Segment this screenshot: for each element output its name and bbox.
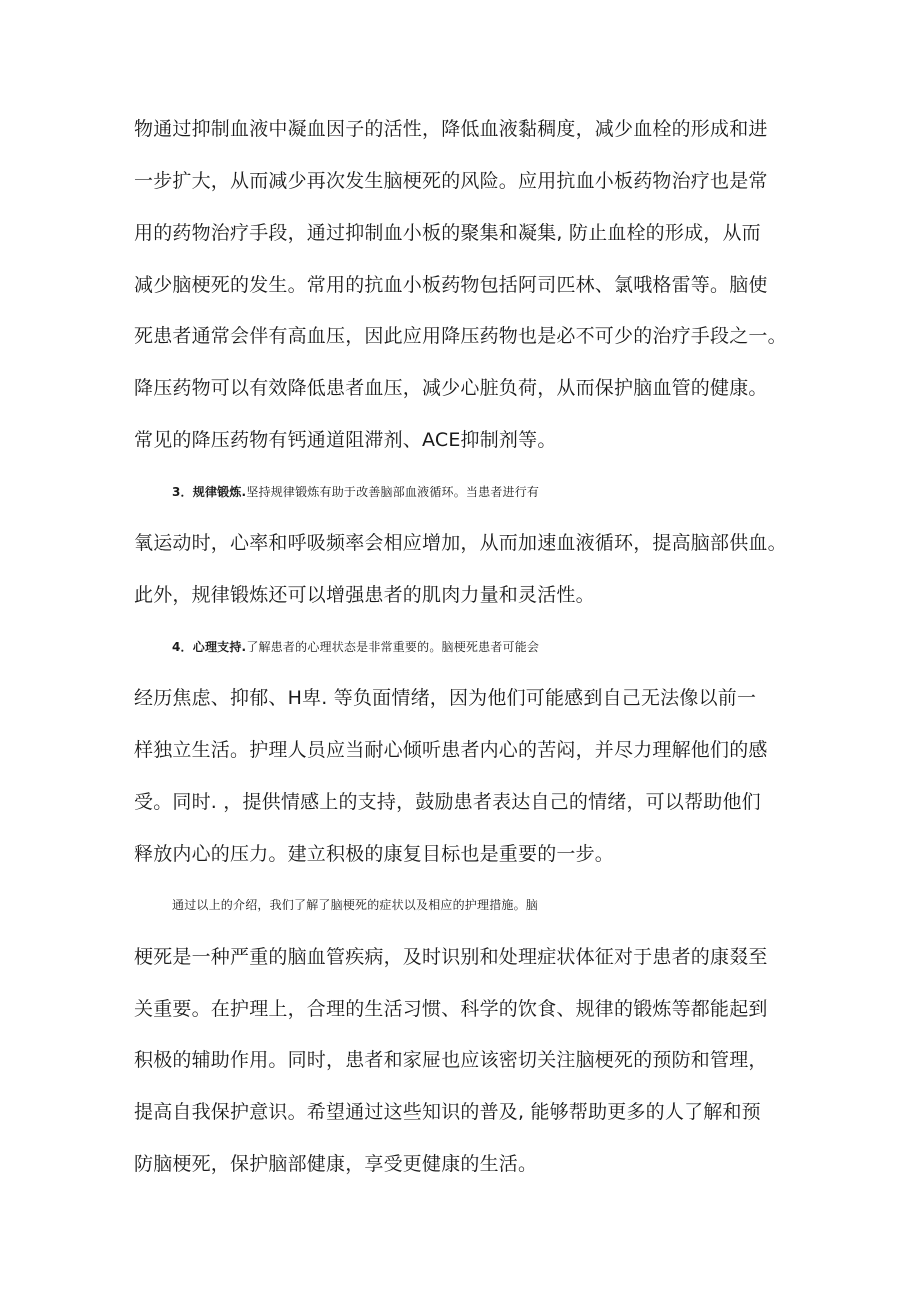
paragraph-4-first-line: 通过以上的介绍，我们了解了脑梗死的症状以及相应的护理措施。脑 bbox=[172, 898, 539, 912]
paragraph-1-line-4: 减少脑梗死的发生。常用的抗血小板药物包括阿司匹林、氯哦格雷等。脑使 bbox=[134, 274, 768, 296]
paragraph-3-line-5: 释放内心的压力。建立积极的康复目标也是重要的一步。 bbox=[134, 843, 615, 865]
paragraph-2-line-3: 此外，规律锻炼还可以增强患者的肌肉力量和灵活性。 bbox=[134, 584, 595, 606]
paragraph-1-line-5: 死患者通常会伴有高血压，因此应用降压药物也是必不可少的治疗手段之一。 bbox=[134, 325, 787, 347]
section-heading-psychological-support: 4．心理支持. bbox=[172, 640, 247, 654]
paragraph-3-line-2: 经历焦虑、抑郁、H卑. 等负面情绪，因为他们可能感到自己无法像以前一 bbox=[134, 687, 757, 709]
paragraph-1-line-3: 用的药物治疗手段，通过抑制血小板的聚集和凝集, 防止血栓的形成，从而 bbox=[134, 222, 761, 244]
paragraph-1-line-2: 一步扩大，从而减少再次发生脑梗死的风险。应用抗血小板药物治疗也是常 bbox=[134, 170, 768, 192]
paragraph-3-first-line-text: 了解患者的心理状态是非常重要的。脑梗死患者可能会 bbox=[246, 640, 540, 654]
section-heading-exercise: 3．规律锻炼. bbox=[172, 485, 247, 499]
paragraph-1-line-6: 降压药物可以有效降低患者血压，减少心脏负荷，从而保护脑血管的健康。 bbox=[134, 377, 768, 399]
paragraph-4-line-2: 梗死是一种严重的脑血管疾病，及时识别和处理症状体征对于患者的康叕至 bbox=[134, 946, 768, 968]
paragraph-3-first-line bbox=[172, 635, 832, 659]
paragraph-3-line-3: 样独立生活。护理人员应当耐心倾听患者内心的苦闷，并尽力理解他们的感 bbox=[134, 739, 768, 761]
paragraph-3-line-4: 受。同时. ，提供情感上的支持，鼓励患者表达自己的情绪，可以帮助他们 bbox=[134, 791, 761, 813]
paragraph-4-line-5: 提高自我保护意识。希望通过这些知识的普及, 能够帮助更多的人了解和预 bbox=[134, 1101, 761, 1123]
paragraph-2-first-line-text: 坚持规律锻炼有助于改善脑部血液循环。当患者进行有 bbox=[246, 485, 540, 499]
paragraph-4-line-3: 关重要。在护理上，合理的生活习惯、科学的饮食、规律的锻炼等都能起到 bbox=[134, 998, 768, 1020]
paragraph-4-line-6: 防脑梗死，保护脑部健康，享受更健康的生活。 bbox=[134, 1153, 538, 1175]
paragraph-1-line-1: 物通过抑制血液中凝血因子的活性，降低血液黏稠度，减少血栓的形成和进 bbox=[134, 118, 768, 140]
paragraph-1-line-7: 常见的降压药物有钙通道阻滞剂、ACE抑制剂等。 bbox=[134, 429, 557, 451]
paragraph-2-line-2: 氧运动时，心率和呼吸频率会相应增加，从而加速血液循环，提高脑部供血。 bbox=[134, 532, 787, 554]
paragraph-2-first-line bbox=[172, 480, 832, 504]
paragraph-4-line-4: 积极的辅助作用。同时，患者和家屉也应该密切关注脑梗死的预防和管理， bbox=[134, 1049, 768, 1071]
